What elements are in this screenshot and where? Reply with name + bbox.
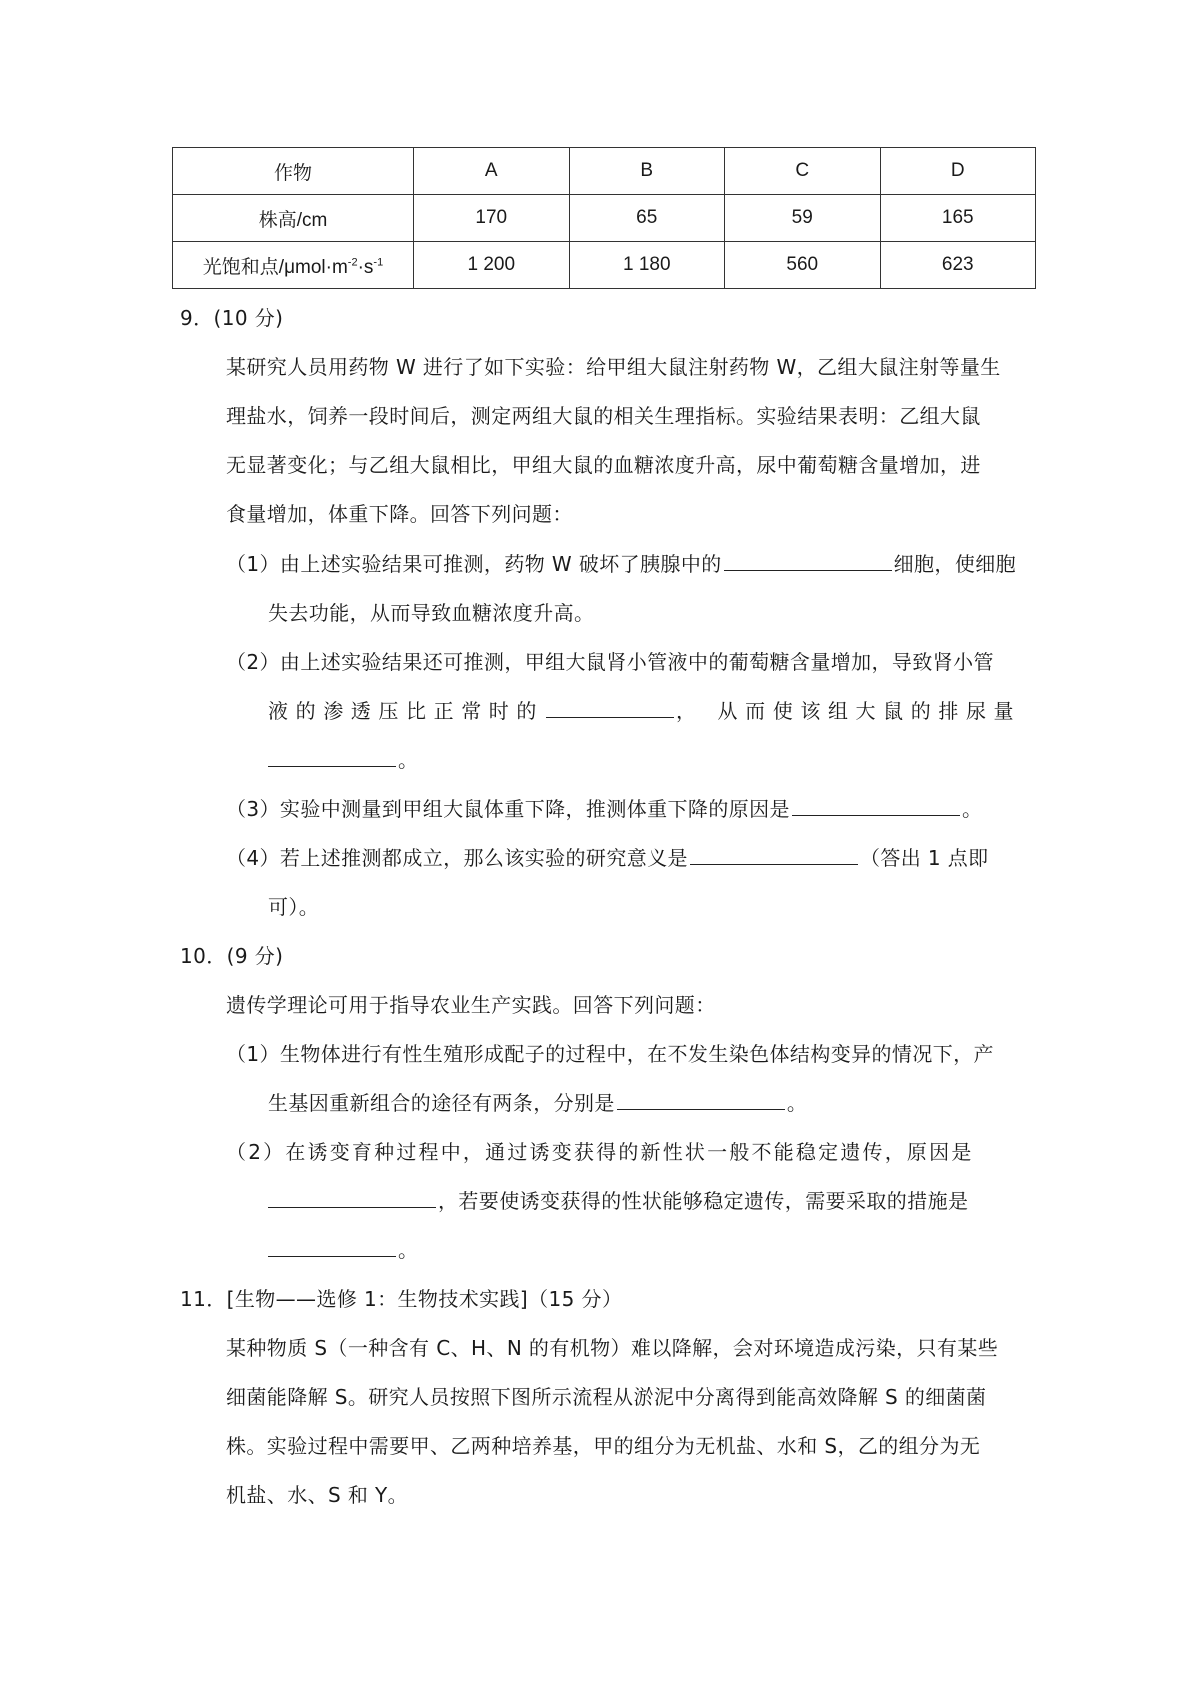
table-header-cell: B	[569, 148, 725, 195]
table-header-cell: A	[414, 148, 570, 195]
table-cell: 1 200	[414, 242, 570, 289]
answer-blank[interactable]	[268, 746, 396, 767]
question-9-part-2-end: 。	[268, 746, 418, 774]
question-10-header: 10．(9 分)	[180, 944, 284, 968]
question-9-part-4-cont: 可）。	[268, 895, 320, 919]
crop-data-table	[172, 147, 1036, 289]
answer-blank[interactable]	[724, 550, 892, 571]
question-11-intro-line: 某种物质 S（一种含有 C、H、N 的有机物）难以降解，会对环境造成污染，只有某些	[226, 1336, 999, 1360]
question-11-header: 11．[生物——选修 1：生物技术实践]（15 分）	[180, 1287, 623, 1311]
question-9-intro-line: 食量增加，体重下降。回答下列问题：	[226, 502, 573, 526]
question-11-intro-line: 机盐、水、S 和 Y。	[226, 1483, 409, 1507]
table-header-row	[173, 148, 1036, 195]
row-label-plant-height: 株高/cm	[173, 195, 414, 242]
question-9-part-2: （2）由上述实验结果还可推测，甲组大鼠肾小管液中的葡萄糖含量增加，导致肾小管	[226, 650, 994, 674]
table-cell: 170	[414, 195, 570, 242]
table-cell: 623	[880, 242, 1036, 289]
answer-blank[interactable]	[546, 697, 674, 718]
answer-blank[interactable]	[268, 1236, 396, 1257]
table-row	[173, 195, 1036, 242]
question-9-intro-line: 理盐水，饲养一段时间后，测定两组大鼠的相关生理指标。实验结果表明：乙组大鼠	[226, 404, 981, 428]
question-10-part-1-cont: 生基因重新组合的途径有两条，分别是 。	[268, 1091, 808, 1115]
table-cell: 59	[725, 195, 881, 242]
answer-blank[interactable]	[268, 1187, 436, 1208]
answer-blank[interactable]	[690, 844, 858, 865]
question-9-part-1: （1）由上述实验结果可推测，药物 W 破坏了胰腺中的 细胞，使细胞	[226, 552, 1017, 576]
question-10-intro: 遗传学理论可用于指导农业生产实践。回答下列问题：	[226, 993, 716, 1017]
question-10-part-2-end: 。	[268, 1236, 418, 1264]
question-9-part-2-cont: 液的渗透压比正常时的 ， 从而使该组大鼠的排尿量	[268, 699, 1022, 723]
question-11-intro-line: 细菌能降解 S。研究人员按照下图所示流程从淤泥中分离得到能高效降解 S 的细菌菌	[226, 1385, 987, 1409]
question-10-part-1: （1）生物体进行有性生殖形成配子的过程中，在不发生染色体结构变异的情况下，产	[226, 1042, 994, 1066]
row-label-light-saturation: 光饱和点$/\mu mol\cdot m^{-2}\cdot s^{-1}$	[173, 242, 414, 289]
question-9-part-1-cont: 失去功能，从而导致血糖浓度升高。	[268, 601, 595, 625]
question-10-part-2-cont: ，若要使诱变获得的性状能够稳定遗传，需要采取的措施是	[268, 1187, 968, 1215]
answer-blank[interactable]	[617, 1089, 785, 1110]
answer-blank[interactable]	[792, 795, 960, 816]
table-cell: 165	[880, 195, 1036, 242]
table-header-cell: D	[880, 148, 1036, 195]
question-9-part-3: （3）实验中测量到甲组大鼠体重下降，推测体重下降的原因是 。	[226, 797, 983, 821]
table-cell: 65	[569, 195, 725, 242]
table-header-cell: 作物	[173, 148, 414, 195]
table-cell: 1 180	[569, 242, 725, 289]
table-cell: 560	[725, 242, 881, 289]
question-10-part-2: （2）在诱变育种过程中，通过诱变获得的新性状一般不能稳定遗传，原因是	[226, 1140, 974, 1164]
question-9-intro-line: 某研究人员用药物 W 进行了如下实验：给甲组大鼠注射药物 W，乙组大鼠注射等量生	[226, 355, 1001, 379]
question-9-intro-line: 无显著变化；与乙组大鼠相比，甲组大鼠的血糖浓度升高，尿中葡萄糖含量增加，进	[226, 453, 981, 477]
question-9-header: 9．(10 分)	[180, 306, 284, 330]
table-row	[173, 242, 1036, 289]
question-11-intro-line: 株。实验过程中需要甲、乙两种培养基，甲的组分为无机盐、水和 S，乙的组分为无	[226, 1434, 981, 1458]
question-9-part-4: （4）若上述推测都成立，那么该实验的研究意义是 （答出 1 点即	[226, 846, 989, 870]
table-header-cell: C	[725, 148, 881, 195]
